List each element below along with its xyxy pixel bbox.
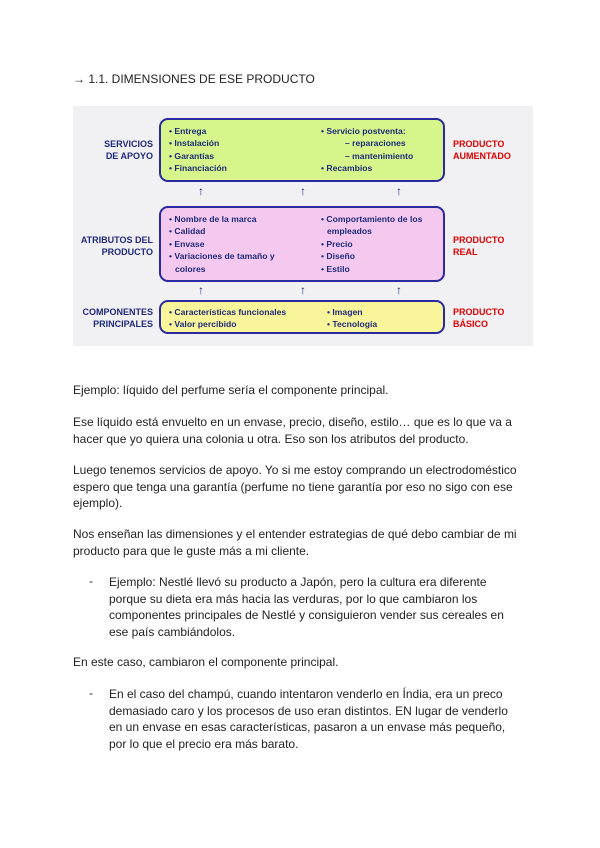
servicios-col-1: • Entrega • Instalación • Garantías • Financiación bbox=[169, 126, 227, 174]
section-heading: → 1.1. DIMENSIONES DE ESE PRODUCTO bbox=[73, 72, 315, 86]
label-componentes-principales: COMPONENTES PRINCIPALES bbox=[82, 307, 153, 329]
label-producto-basico: PRODUCTO BÁSICO bbox=[453, 307, 505, 329]
paragraph-dimensiones: Nos enseñan las dimensiones y el entender estrategias de qué debo cambiar de mi producto para que le guste más a mi cliente. bbox=[73, 527, 517, 558]
bullet-champu: En el caso del champú, cuando intentaron venderlo en Índia, era un preco demasiado caro y los procesos de uso eran distintos. EN lugar de venderlo en un envase en esas características, pasaron a un envase más pequeño, por lo que el precio era más barato. bbox=[109, 687, 508, 751]
label-servicios-de-apoyo: SERVICIOS DE APOYO bbox=[104, 139, 153, 161]
product-dimensions-diagram bbox=[73, 106, 533, 346]
label-atributos-del-producto: ATRIBUTOS DEL PRODUCTO bbox=[80, 235, 153, 257]
componentes-col-2: • Imagen • Tecnología bbox=[327, 307, 378, 330]
componentes-col-1: • Características funcionales • Valor percibido bbox=[169, 307, 287, 330]
arrow-up-icon: ↑ bbox=[300, 184, 306, 198]
servicios-col-2: • Servicio postventa: – reparaciones – mantenimiento • Recambios bbox=[321, 126, 414, 174]
label-producto-real: PRODUCTO REAL bbox=[453, 235, 505, 257]
paragraph-example-perfume: Ejemplo: líquido del perfume sería el componente principal. bbox=[73, 383, 389, 397]
bullet-marker: - bbox=[89, 686, 93, 700]
atributos-col-1: • Nombre de la marca • Calidad • Envase • Variaciones de tamaño y colores bbox=[169, 214, 275, 274]
bullet-nestle: Ejemplo: Nestlé llevó su producto a Japón, pero la cultura era diferente porque su dieta era más hacia las verduras, por lo que cambiaron los componentes principales de Nestlé y consiguieron vender sus cereales en ese país cambiándolos. bbox=[109, 575, 504, 639]
arrow-up-icon: ↑ bbox=[300, 283, 306, 297]
bullet-marker: - bbox=[89, 574, 93, 588]
paragraph-servicios: Luego tenemos servicios de apoyo. Yo si me estoy comprando un electrodoméstico espero que tenga una garantía (perfume no tiene garantía por eso no sigo con ese ejemplo). bbox=[73, 463, 517, 510]
box-servicios-de-apoyo bbox=[159, 118, 445, 182]
box-atributos-del-producto bbox=[159, 206, 445, 282]
arrow-up-icon: ↑ bbox=[198, 283, 204, 297]
arrow-up-icon: ↑ bbox=[198, 184, 204, 198]
label-producto-aumentado: PRODUCTO AUMENTADO bbox=[453, 139, 511, 161]
atributos-col-2: • Comportamiento de los empleados • Precio • Diseño • Estilo bbox=[321, 214, 423, 274]
paragraph-componente: En este caso, cambiaron el componente principal. bbox=[73, 655, 339, 669]
box-componentes-principales bbox=[159, 300, 445, 334]
paragraph-envase: Ese líquido está envuelto en un envase, precio, diseño, estilo… que es lo que va a hacer que yo quiera una colonia u otra. Eso son los atributos del producto. bbox=[73, 415, 512, 446]
arrow-up-icon: ↑ bbox=[396, 184, 402, 198]
arrow-up-icon: ↑ bbox=[396, 283, 402, 297]
